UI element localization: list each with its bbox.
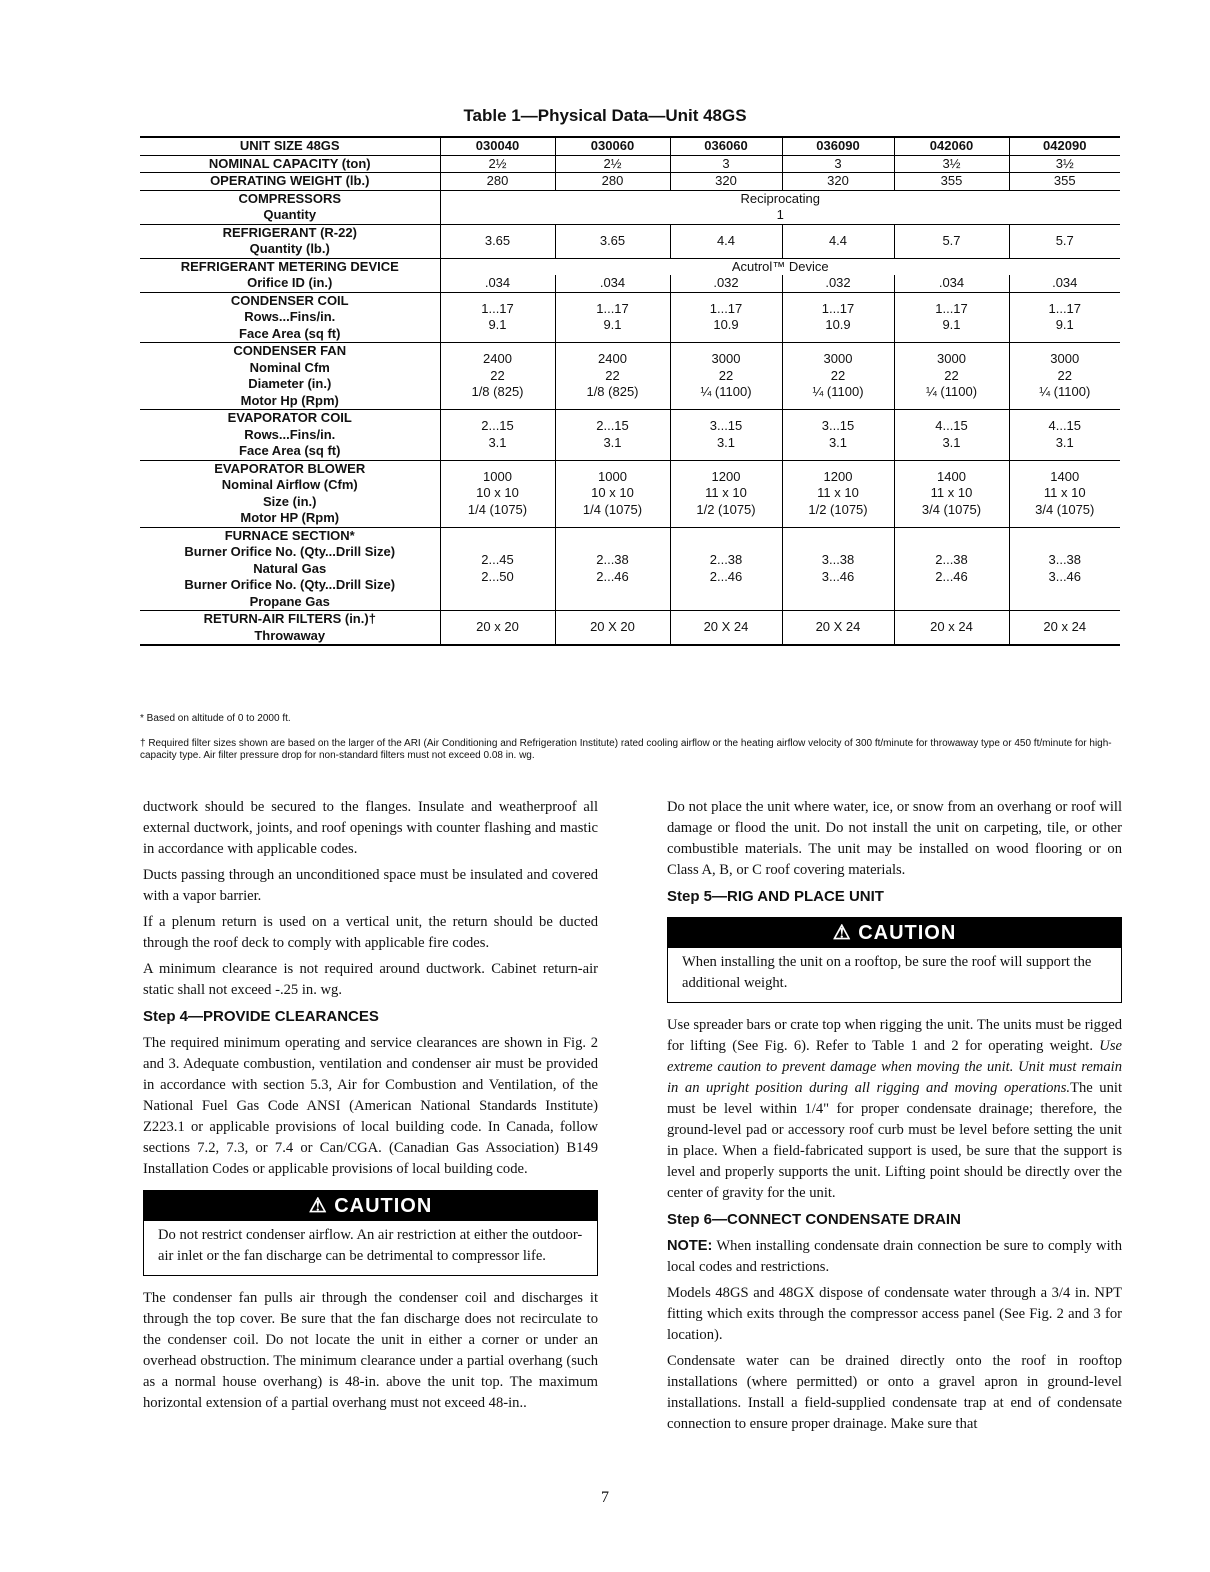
caution-box xyxy=(667,917,1122,1003)
table-cell: 1000 10 x 10 1/4 (1075) xyxy=(555,460,670,527)
table-cell: 4.4 xyxy=(782,224,894,258)
table-footnote: * Based on altitude of 0 to 2000 ft. xyxy=(140,713,291,724)
table-cell: 3.65 xyxy=(555,224,670,258)
row-label-sub: Rows...Fins/in. xyxy=(244,309,336,324)
row-label: NOMINAL CAPACITY (ton) xyxy=(208,155,371,171)
compressor-quantity: 1 xyxy=(776,207,784,222)
table-row xyxy=(140,611,1120,646)
table-cell: 3000 22 ¼ (1100) xyxy=(894,343,1009,410)
row-label: REFRIGERANT METERING DEVICE xyxy=(180,258,399,274)
table-cell: 4.4 xyxy=(670,224,782,258)
row-label-main: COMPRESSORS xyxy=(238,190,342,206)
table-cell: 355 xyxy=(1009,173,1120,191)
table-cell: 2...38 2...46 xyxy=(670,527,782,611)
paragraph: ductwork should be secured to the flanges. Insulate and weatherproof all external ductwork, joints, and roof openings with counter flashing and mastic in accordance with applicable codes. xyxy=(143,799,598,857)
paragraph: Do not place the unit where water, ice, or snow from an overhang or roof will damage or flood the unit. Do not install the unit on carpeting, tile, or other combustible materials. The unit may be installed on wood flooring or on Class A, B, or C roof covering materials. xyxy=(667,799,1122,878)
step-heading: Step 5—RIG AND PLACE UNIT xyxy=(667,888,884,905)
paragraph xyxy=(667,1015,1122,1204)
row-label: EVAPORATOR COIL Rows...Fins/in. Face Area (sq ft) xyxy=(227,410,352,458)
table-cell: 3000 22 ¼ (1100) xyxy=(782,343,894,410)
table-cell: 280 xyxy=(555,173,670,191)
table-row xyxy=(140,275,1120,292)
text-span: The unit must be level within 1/4" for proper condensate drainage; therefore, the ground-level pad or accessory roof curb must be level before setting the unit in place. When a field-fabricated support is used, be sure that the support is level and properly supports the unit. Lifting point should be directly over the center of gravity for the unit. xyxy=(667,1080,1122,1201)
col-header: 036060 xyxy=(670,137,782,155)
compressor-type: Reciprocating xyxy=(740,190,820,206)
table-cell: 4...15 3.1 xyxy=(1009,410,1120,461)
table-cell: 1...17 9.1 xyxy=(440,292,555,343)
table-cell: 3000 22 ¼ (1100) xyxy=(670,343,782,410)
physical-data-table xyxy=(140,136,1120,646)
table-cell: 280 xyxy=(440,173,555,191)
table-row xyxy=(140,173,1120,191)
table-cell: 1400 11 x 10 3/4 (1075) xyxy=(1009,460,1120,527)
table-cell: 3...38 3...46 xyxy=(782,527,894,611)
header-label: UNIT SIZE 48GS xyxy=(239,138,340,153)
table-cell: 3.65 xyxy=(440,224,555,258)
table-cell: 320 xyxy=(670,173,782,191)
table-row xyxy=(140,258,1120,275)
table-cell: .032 xyxy=(782,275,894,292)
italic-text: Use extreme caution to prevent damage when moving the unit. Unit must remain in an upright position during all rigging and moving operations. xyxy=(667,1038,1122,1096)
table-title: Table 1—Physical Data—Unit 48GS xyxy=(463,106,747,125)
caution-text: When installing the unit on a rooftop, be sure the roof will support the additional weight. xyxy=(682,954,1092,991)
table-cell: 1200 11 x 10 1/2 (1075) xyxy=(782,460,894,527)
col-header: 030060 xyxy=(555,137,670,155)
table-cell: .034 xyxy=(894,275,1009,292)
table-cell: 5.7 xyxy=(1009,224,1120,258)
table-cell: 20 x 24 xyxy=(894,611,1009,646)
table-cell: 2400 22 1/8 (825) xyxy=(440,343,555,410)
table-header-row xyxy=(140,137,1120,155)
table-cell: 20 X 24 xyxy=(670,611,782,646)
table-cell: 2½ xyxy=(440,155,555,173)
table-cell: .034 xyxy=(1009,275,1120,292)
col-header: 036090 xyxy=(782,137,894,155)
table-row xyxy=(140,155,1120,173)
table-cell xyxy=(440,190,1120,224)
row-label-sub: Quantity xyxy=(263,207,317,222)
table-footnote: † Required filter sizes shown are based on the larger of the ARI (Air Conditioning and Refrigeration Institute) rated cooling airflow or the heating airflow velocity of 300 ft/minute for throwaway type or 450 ft/minute for high-capacity type. Air filter pressure drop for non-standard filters must not exceed 0.08 in. wg. xyxy=(140,738,1112,761)
metering-device: Acutrol™ Device xyxy=(440,258,1120,275)
table-cell: 3...38 3...46 xyxy=(1009,527,1120,611)
right-column xyxy=(667,797,1122,1440)
row-label: EVAPORATOR BLOWER Nominal Airflow (Cfm) Size (in.) Motor HP (Rpm) xyxy=(214,460,366,525)
paragraph: Condensate water can be drained directly onto the roof in rooftop installations (where permitted) or onto a gravel apron in ground-level installations. Install a field-supplied condensate trap at end of condensate connection to ensure proper drainage. Make sure that xyxy=(667,1353,1122,1432)
row-label-main: CONDENSER COIL xyxy=(230,292,349,308)
row-label xyxy=(140,224,440,258)
table-cell: .032 xyxy=(670,275,782,292)
table-cell: 3½ xyxy=(894,155,1009,173)
paragraph: A minimum clearance is not required around ductwork. Cabinet return-air static shall not exceed -.25 in. wg. xyxy=(143,961,598,998)
row-label xyxy=(140,190,440,224)
table-cell: 3 xyxy=(670,155,782,173)
table-cell: 20 X 20 xyxy=(555,611,670,646)
col-header: 030040 xyxy=(440,137,555,155)
table-row xyxy=(140,292,1120,343)
table-row xyxy=(140,190,1120,224)
table-cell: 3...15 3.1 xyxy=(670,410,782,461)
table-cell: 1...17 9.1 xyxy=(1009,292,1120,343)
table-cell: 2400 22 1/8 (825) xyxy=(555,343,670,410)
paragraph: Models 48GS and 48GX dispose of condensate water through a 3/4 in. NPT fitting which exits through the compressor access panel (See Fig. 2 and 3 for location). xyxy=(667,1285,1122,1343)
table-cell: 2...38 2...46 xyxy=(894,527,1009,611)
table-cell: 20 x 20 xyxy=(440,611,555,646)
left-column xyxy=(143,797,598,1419)
paragraph: Ducts passing through an unconditioned space must be insulated and covered with a vapor barrier. xyxy=(143,867,598,904)
table-cell: 3½ xyxy=(1009,155,1120,173)
table-cell: 1200 11 x 10 1/2 (1075) xyxy=(670,460,782,527)
paragraph: The condenser fan pulls air through the condenser coil and discharges it through the top cover. Be sure that the fan discharge does not recirculate to the condenser coil. Do not locate the unit in either a corner or under an overhead obstruction. The minimum clearance under a partial overhang (such as a normal house overhang) is 48-in. above the unit top. The maximum horizontal extension of a partial overhang must not exceed 48-in.. xyxy=(143,1290,598,1411)
row-label-main: REFRIGERANT (R-22) xyxy=(222,224,357,240)
row-label-sub: Quantity (lb.) xyxy=(249,241,330,256)
row-label-sub: Face Area (sq ft) xyxy=(239,325,341,341)
row-label: CONDENSER FAN Nominal Cfm Diameter (in.) Motor Hp (Rpm) xyxy=(233,343,347,408)
table-cell: 20 X 24 xyxy=(782,611,894,646)
table-cell: 2...45 2...50 xyxy=(440,527,555,611)
col-header: 042090 xyxy=(1009,137,1120,155)
row-label xyxy=(140,292,440,343)
table-cell: 4...15 3.1 xyxy=(894,410,1009,461)
table-row xyxy=(140,410,1120,461)
table-row xyxy=(140,343,1120,410)
row-label: RETURN-AIR FILTERS (in.)† Throwaway xyxy=(203,611,376,643)
table-cell: 3 xyxy=(782,155,894,173)
col-header: 042060 xyxy=(894,137,1009,155)
table-cell: 3000 22 ¼ (1100) xyxy=(1009,343,1120,410)
table-cell: 3...15 3.1 xyxy=(782,410,894,461)
table-row xyxy=(140,224,1120,258)
table-cell: 355 xyxy=(894,173,1009,191)
note-label: NOTE: xyxy=(667,1238,713,1254)
note-text: When installing condensate drain connection be sure to comply with local codes and restrictions. xyxy=(667,1238,1122,1275)
step-heading: Step 4—PROVIDE CLEARANCES xyxy=(143,1008,379,1025)
table-cell: .034 xyxy=(440,275,555,292)
table-cell: 2...38 2...46 xyxy=(555,527,670,611)
row-label: OPERATING WEIGHT (lb.) xyxy=(210,173,370,188)
table-cell: 1...17 10.9 xyxy=(782,292,894,343)
table-row xyxy=(140,527,1120,611)
caution-text: Do not restrict condenser airflow. An air restriction at either the outdoor-air inlet or the fan discharge can be detrimental to compressor life. xyxy=(158,1227,583,1264)
table-cell: 1000 10 x 10 1/4 (1075) xyxy=(440,460,555,527)
page-number: 7 xyxy=(601,1489,609,1506)
table-cell: 1...17 9.1 xyxy=(555,292,670,343)
table-cell: 1...17 9.1 xyxy=(894,292,1009,343)
table-cell: 1...17 10.9 xyxy=(670,292,782,343)
table-row xyxy=(140,460,1120,527)
row-label-sub: Orifice ID (in.) xyxy=(247,275,333,290)
caution-title: ⚠ CAUTION xyxy=(668,918,1121,948)
table-cell: 20 x 24 xyxy=(1009,611,1120,646)
paragraph: If a plenum return is used on a vertical unit, the return should be ducted through the roof deck to comply with applicable fire codes. xyxy=(143,914,598,951)
table-cell: 2...15 3.1 xyxy=(440,410,555,461)
table-cell: 320 xyxy=(782,173,894,191)
table-cell: 2½ xyxy=(555,155,670,173)
table-cell: 2...15 3.1 xyxy=(555,410,670,461)
row-label: FURNACE SECTION* Burner Orifice No. (Qty...Drill Size) Natural Gas Burner Orifice No. (Qty...Drill Size) Propane Gas xyxy=(184,527,396,609)
table-cell: 1400 11 x 10 3/4 (1075) xyxy=(894,460,1009,527)
caution-title: ⚠ CAUTION xyxy=(144,1191,597,1221)
caution-box xyxy=(143,1190,598,1276)
step-heading: Step 6—CONNECT CONDENSATE DRAIN xyxy=(667,1211,961,1228)
paragraph xyxy=(667,1236,1122,1278)
paragraph: The required minimum operating and service clearances are shown in Fig. 2 and 3. Adequate combustion, ventilation and condenser air must be provided in accordance with section 5.3, Air for Combustion and Ventilation, of the National Fuel Gas Code ANSI (American National Standards Institute) Z223.1 or applicable provisions of local building code. In Canada, follow sections 7.2, 7.3, or 7.4 or Can/CGA. (Canadian Gas Association) B149 Installation Codes or applicable provisions of local building code. xyxy=(143,1035,598,1177)
table-cell: .034 xyxy=(555,275,670,292)
text-span: Use spreader bars or crate top when rigging the unit. The units must be rigged for lifting (See Fig. 6). Refer to Table 1 and 2 for operating weight. xyxy=(667,1017,1122,1054)
table-cell: 5.7 xyxy=(894,224,1009,258)
